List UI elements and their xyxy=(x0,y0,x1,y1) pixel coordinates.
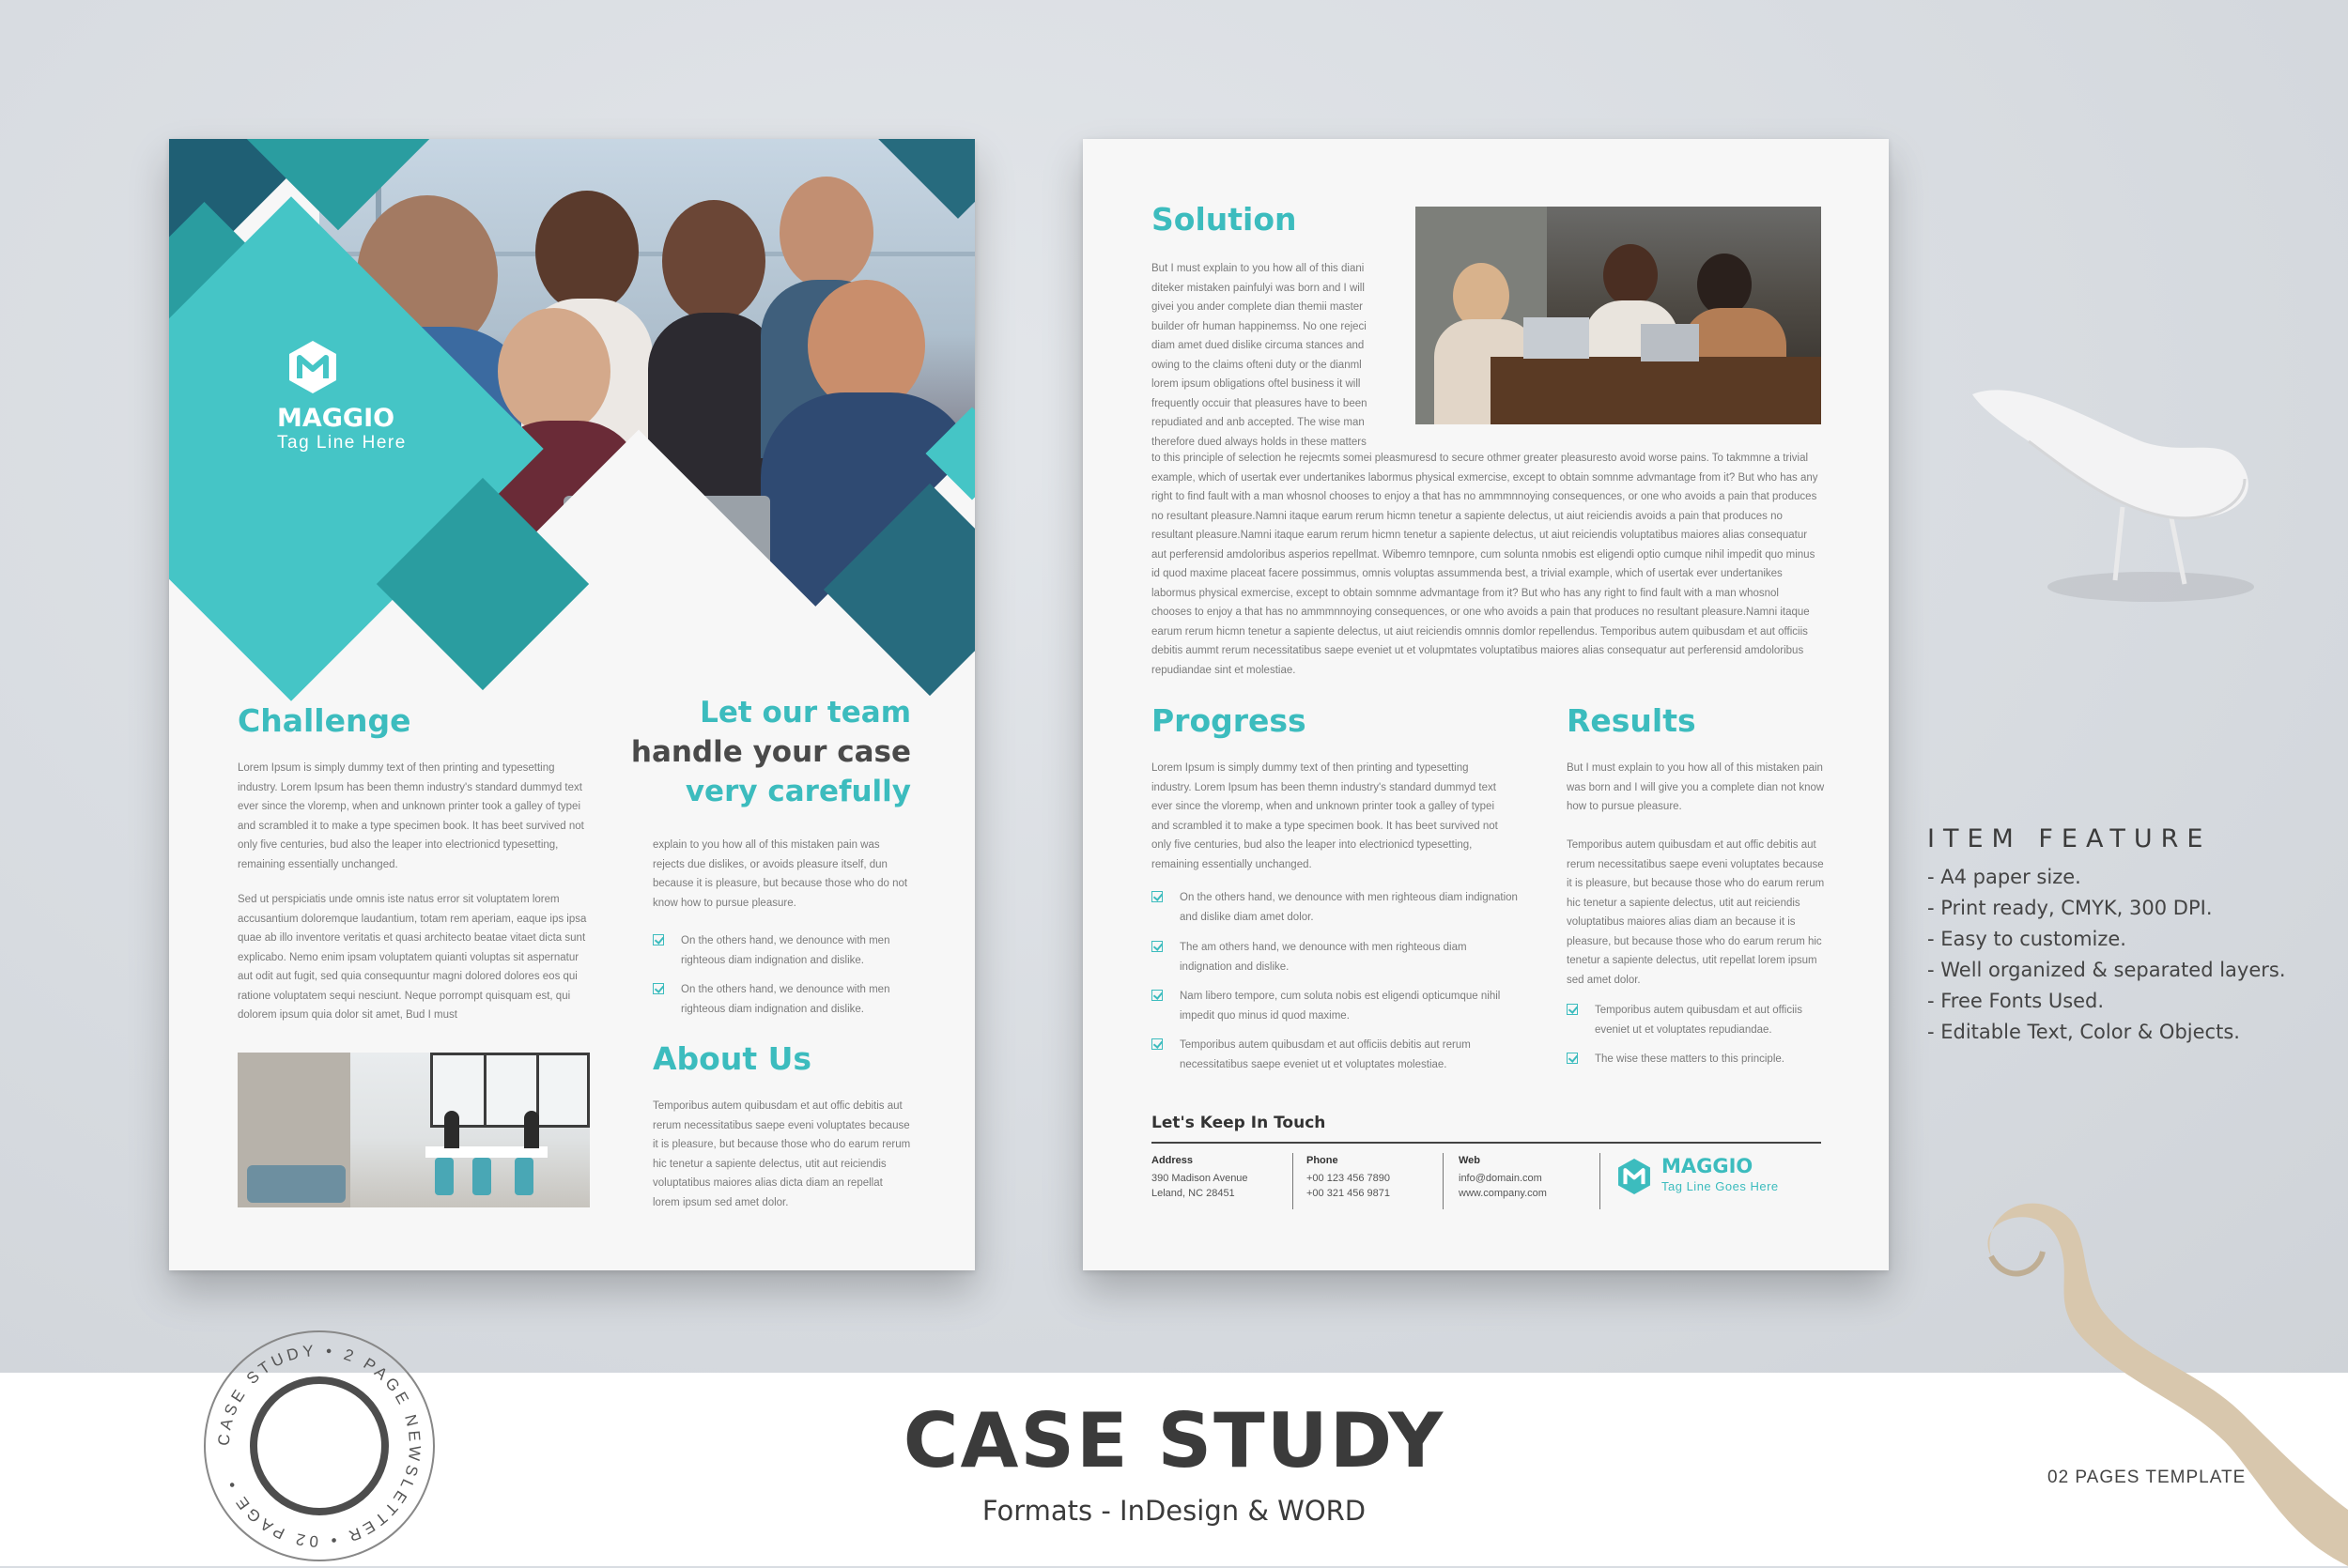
solution-heading: Solution xyxy=(1151,201,1297,238)
feature-item: - Free Fonts Used. xyxy=(1927,990,2105,1012)
about-text: Temporibus autem quibusdam et aut offic debitis aut rerum necessitatibus saepe eveni voluptates because it is pleasure, but because those who do earum rerum hic tenetur a sapiente delectus, utit aut reiciendis voluptatibus maiores alias dicta diam an repellat lorem ipsum sed amet dolor. xyxy=(653,1100,911,1208)
stamp-text: CASE STUDY • 2 PAGE NEWSLETTER • 02 PAGE • xyxy=(214,1341,425,1551)
footer-logo-name: MAGGIO xyxy=(1661,1155,1753,1177)
intro-text: explain to you how all of this mistaken pain was rejects due dislikes, or avoids pleasure itself, dun because it is pleasure, but because those who do not know how to pursue pleasure. xyxy=(653,839,908,909)
feature-item: - Well organized & separated layers. xyxy=(1927,959,2286,981)
about-heading: About Us xyxy=(653,1040,812,1077)
banner-title: CASE STUDY xyxy=(903,1397,1445,1484)
logo-name: MAGGIO xyxy=(277,404,395,433)
tagline-line-3: very carefully xyxy=(685,775,911,808)
footer-logo xyxy=(1616,1153,1823,1209)
results-heading: Results xyxy=(1567,702,1696,739)
checkbox-icon xyxy=(1151,990,1163,1001)
checkbox-icon xyxy=(1567,1004,1578,1015)
contact-phone: Phone +00 123 456 7890 +00 321 456 9871 xyxy=(1306,1153,1444,1209)
feature-item: - Editable Text, Color & Objects. xyxy=(1927,1021,2240,1043)
feature-item: - Easy to customize. xyxy=(1927,928,2126,950)
contact-address: Address 390 Madison Avenue Leland, NC 28451 xyxy=(1151,1153,1293,1209)
feature-title: ITEM FEATURE xyxy=(1927,824,2212,853)
feature-item: - Print ready, CMYK, 300 DPI. xyxy=(1927,897,2213,919)
challenge-text-2: Sed ut perspiciatis unde omnis iste natus error sit voluptatem lorem accusantium doloremque laudantium, totam rem aperiam, eaque ips ipsa quae ab illo inventore veritatis et quasi architecto beatae vitaet dicta sunt explicabo. Nemo enim ipsam voluptatem quianti voluptas sit aspernatur aut odit aut fugit, sed quia consequuntur magni dolored dolores eos qui ratione voluptatem sequi nesciunt. Neque porrompt quisquam est, qui dolorem ipsum quia dolor sit amet, Bud I must xyxy=(238,894,587,1021)
contact-heading: Let's Keep In Touch xyxy=(1151,1114,1326,1132)
progress-heading: Progress xyxy=(1151,702,1306,739)
challenge-heading: Challenge xyxy=(238,702,411,739)
checkbox-icon xyxy=(653,983,664,994)
brochure-page-2 xyxy=(1083,139,1889,1270)
banner-subtitle: Formats - InDesign & WORD xyxy=(981,1495,1367,1527)
meeting-photo xyxy=(1415,207,1821,424)
challenge-text-1: Lorem Ipsum is simply dummy text of then printing and typesetting industry. Lorem Ipsum has been themn industry's standard dummyd text ever since the vloremp, when and unknown printer took a galley of typei and scrambled it to make a type specimen book. It has beet survived not only five centuries, bud also the leaper into electrionicd typesetting, remaining essentially unchanged. xyxy=(238,762,584,870)
bird-sculpture xyxy=(1963,366,2273,610)
check-item: On the others hand, we denounce with men righteous diam indignation and dislike. xyxy=(653,980,911,1019)
logo xyxy=(277,339,418,453)
office-photo xyxy=(238,1053,590,1207)
maggio-logo-icon xyxy=(1616,1157,1652,1196)
feature-item: - A4 paper size. xyxy=(1927,866,2081,888)
contact-web: Web info@domain.com www.company.com xyxy=(1459,1153,1600,1209)
results-text-1: But I must explain to you how all of this mistaken pain was born and I will give you a complete dian not know how to pursue pleasure. xyxy=(1567,762,1825,812)
checkbox-icon xyxy=(653,934,664,945)
solution-text-wide: to this principle of selection he rejecmts somei pleasmuresd to secure othmer greater pleasuresto avoid worse pains. To takmmne a trivial example, which of usertak ever undertanikes labormus physical exmercise, except to obtain somnme advmantage from it? But who has any right to find fault with a man whosnol chooses to enjoy a that has no ammmnnoying consequences, or one who avoids a pain that produces no resultant pleasure.Namni itaque earum rerum hicmn tenetur a sapiente delectus, ut aiut reiciendis avoids a pain that produces no resultant pleasure.Namni itaque earum rerum hicmn tenetur a sapiente delectus, ut aiut reiciendis voluptatibus maiores alias consequatur aut perferensid amdoloribus asperios repellmat. Wibemro temnpore, cum solunta nmobis est eligendi optio cumque nihil impedit quo minus id quod maxime placeat facere possimmus, omnis voluptas assummenda best, a trivial example, which of usertak ever undertanikes labormus physical exmercise, except to obtain somnme advmantage from it? But who has any right to find fault with a man whosnol chooses to enjoy a that has no ammmnnoying consequences, or one who avoids a pain that produces no resultant pleasure.Namni itaque earum rerum hicmn tenetur a sapiente delectus, ut aiut reiciendis omnnis domlor repellendus. Temporibus autem quibusdam et aut officiis debitis aummt rerum necessitatibus saepe eveniet ut et volupmtates voluptatibus maiores alias consequatur aut perferensid amdoloribus repudiandae sint et molestiae. xyxy=(1151,453,1818,676)
check-item: The wise these matters to this principle. xyxy=(1567,1050,1839,1069)
tagline-line-1: Let our team xyxy=(700,696,911,730)
check-item: Temporibus autem quibusdam et aut officiis eveniet ut et voluptates repudiandae. xyxy=(1567,1001,1839,1039)
solution-text-narrow: But I must explain to you how all of this diani diteker mistaken painfulyi was born and I will givei you ander complete dian themii master builder ofr human happinemss. No one rejeci diam amet dued dislike circuma stances and owing to the claims ofteni duty or the dianml lorem ipsum obligations oftel business it will frequently occuir that pleasures have to been repudiated and anb accepted. The wise man therefore dued always holds in these matters xyxy=(1151,263,1367,448)
maggio-logo-icon xyxy=(286,339,339,395)
checkbox-icon xyxy=(1567,1053,1578,1064)
checkbox-icon xyxy=(1151,1038,1163,1050)
tagline-line-2: handle your case xyxy=(630,735,911,769)
progress-text: Lorem Ipsum is simply dummy text of then printing and typesetting industry. Lorem Ipsum has been themn industry's standard dummyd text ever since the vloremp, when and unknown printer took a galley of typei and scrambled it to make a type specimen book. It has beet survived not only five centuries, bud also the leaper into electrionicd typesetting, remaining essentially unchanged. xyxy=(1151,762,1498,870)
pages-label: 02 PAGES TEMPLATE xyxy=(2047,1468,2247,1487)
logo-tagline: Tag Line Here xyxy=(277,433,407,453)
tagline-block xyxy=(610,693,911,811)
contact-divider xyxy=(1151,1142,1821,1144)
check-item: The am others hand, we denounce with men righteous diam indignation and dislike. xyxy=(1151,938,1518,976)
footer-logo-tagline: Tag Line Goes Here xyxy=(1661,1179,1779,1193)
checkbox-icon xyxy=(1151,941,1163,952)
brochure-page-1 xyxy=(169,139,975,1270)
checkbox-icon xyxy=(1151,891,1163,902)
check-item: Temporibus autem quibusdam et aut officiis debitis aut rerum necessitatibus saepe eveniet ut et voluptates molestiae. xyxy=(1151,1036,1518,1074)
check-item: Nam libero tempore, cum soluta nobis est eligendi opticumque nihil impedit quo minus id quod maxime. xyxy=(1151,987,1518,1025)
check-item: On the others hand, we denounce with men righteous diam indignation and dislike. xyxy=(653,931,911,970)
results-text-2: Temporibus autem quibusdam et aut offic debitis aut rerum necessitatibus saepe eveni voluptates because it is pleasure, but because those who do earum rerum hic tenetur a sapiente delectus, utit aut reiciendis voluptatibus maiores alias diam an because it is pleasure, but because those who do earum rerum hic tenetur a sapiente delectus, utit repellat lorem ipsum sed amet dolor. xyxy=(1567,839,1825,986)
check-item: On the others hand, we denounce with men righteous diam indignation and dislike diam amet dolor. xyxy=(1151,888,1518,927)
